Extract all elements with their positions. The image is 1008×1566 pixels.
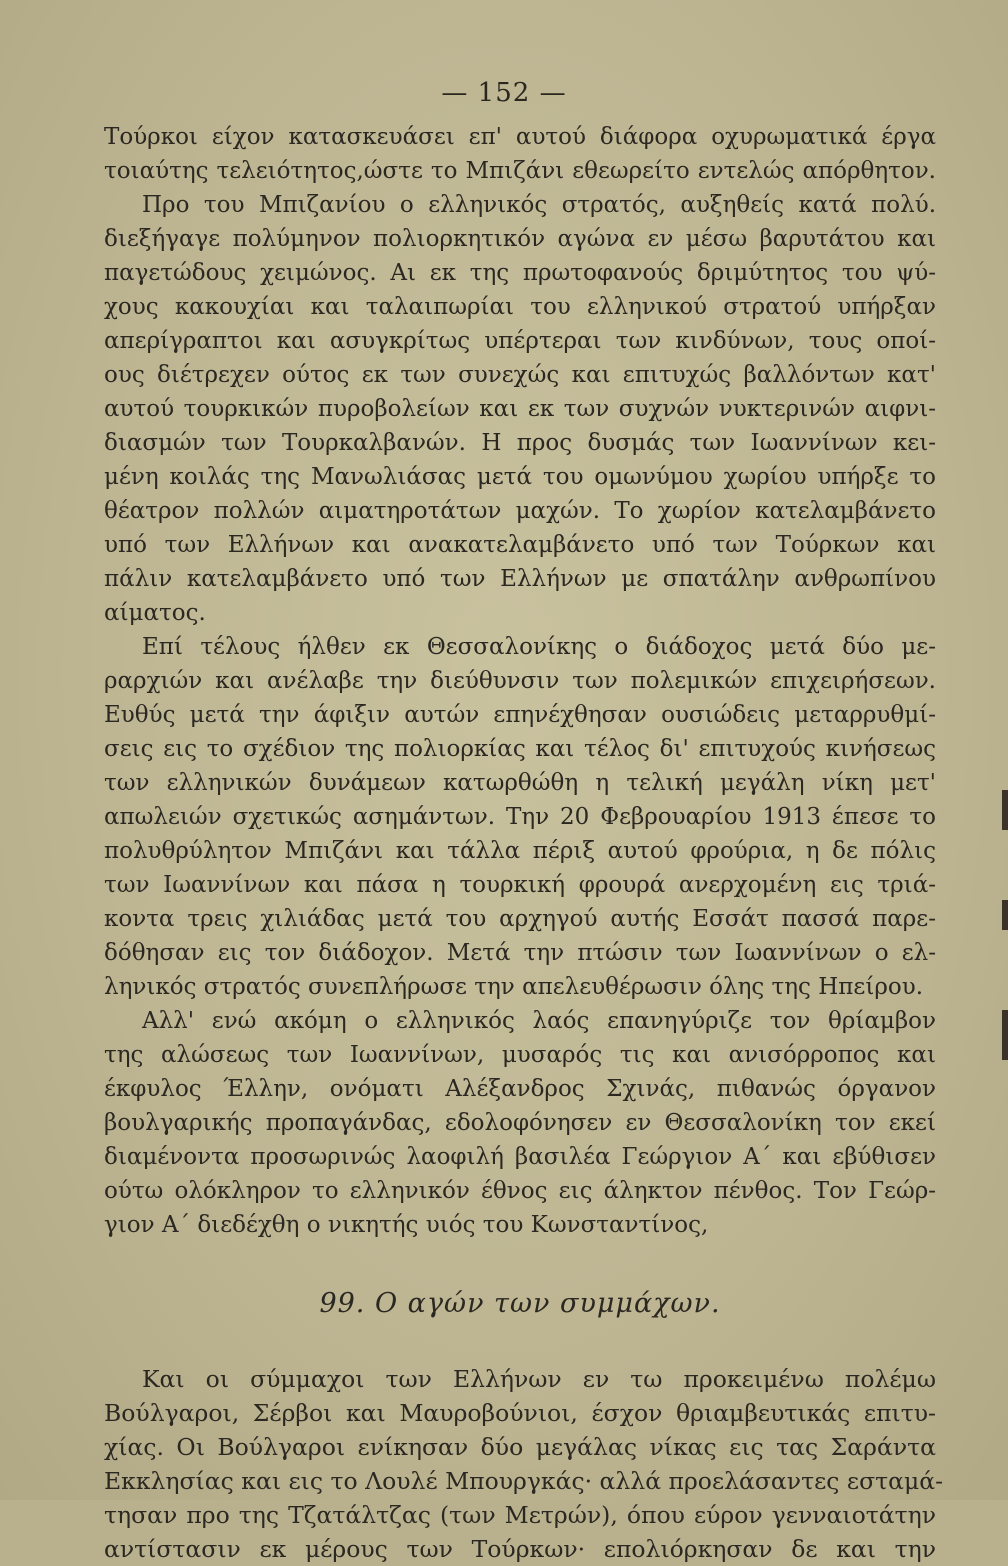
text-line: δόθησαν εις τον διάδοχον. Μετά την πτώσιν των Ιωαννίνων ο ελ- <box>104 940 936 966</box>
text-line: γιον Α΄ διεδέχθη ο νικητής υιός του Κωνσταντίνος, <box>104 1212 709 1238</box>
paragraphs-part2 <box>104 1362 944 1566</box>
page-edge-mark <box>1002 900 1008 930</box>
text-line: των Ιωαννίνων και πάσα η τουρκική φρουρά ανερχομένη εις τριά- <box>104 872 936 898</box>
text-line: διαμένοντα προσωρινώς λαοφιλή βασιλέα Γεώργιον Α΄ και εβύθισεν <box>104 1144 936 1170</box>
page-edge-mark <box>1002 790 1008 830</box>
text-line: διασμών των Τουρκαλβανών. Η προς δυσμάς των Ιωαννίνων κει- <box>104 430 936 456</box>
text-line: Αλλ' ενώ ακόμη ο ελληνικός λαός επανηγύριζε τον θρίαμβον <box>142 1008 936 1034</box>
text-line: Και οι σύμμαχοι των Ελλήνων εν τω προκειμένω πολέμω <box>142 1365 936 1393</box>
text-line: τοιαύτης τελειότητος,ώστε το Μπιζάνι εθεωρείτο εντελώς απόρθητον. <box>104 158 936 184</box>
text-line: ραρχιών και ανέλαβε την διεύθυνσιν των πολεμικών επιχειρήσεων. <box>104 668 936 694</box>
text-line: βουλγαρικής προπαγάνδας, εδολοφόνησεν εν Θεσσαλονίκη τον εκεί <box>104 1110 936 1136</box>
text-line: Εκκλησίας και εις το Λουλέ Μπουργκάς· αλλά προελάσαντες εσταμά- <box>104 1467 944 1495</box>
text-line: πολυθρύλητον Μπιζάνι και τάλλα πέριξ αυτού φρούρια, η δε πόλις <box>104 838 936 864</box>
text-line: μένη κοιλάς της Μανωλιάσας μετά του ομωνύμου χωρίου υπήρξε το <box>104 464 936 490</box>
text-line: ους διέτρεχεν ούτος εκ των συνεχώς και επιτυχώς βαλλόντων κατ' <box>104 362 936 388</box>
text-line: διεξήγαγε πολύμηνον πολιορκητικόν αγώνα εν μέσω βαρυτάτου και <box>104 226 936 252</box>
text-line: υπό των Ελλήνων και ανακατελαμβάνετο υπό των Τούρκων και <box>104 532 936 558</box>
text-line: χίας. Οι Βούλγαροι ενίκησαν δύο μεγάλας νίκας εις τας Σαράντα <box>104 1433 936 1461</box>
text-line: των ελληνικών δυνάμεων κατωρθώθη η τελική μεγάλη νίκη μετ' <box>104 770 936 796</box>
paragraphs-part1 <box>104 120 936 1242</box>
text-line: παγετώδους χειμώνος. Αι εκ της πρωτοφανούς δριμύτητος του ψύ- <box>104 260 936 286</box>
text-line: πάλιν κατελαμβάνετο υπό των Ελλήνων με σπατάλην ανθρωπίνου <box>104 566 936 592</box>
text-line: σεις εις το σχέδιον της πολιορκίας και τέλος δι' επιτυχούς κινήσεως <box>104 736 936 762</box>
text-line: Προ του Μπιζανίου ο ελληνικός στρατός, αυξηθείς κατά πολύ. <box>142 192 936 218</box>
text-line: Επί τέλους ήλθεν εκ Θεσσαλονίκης ο διάδοχος μετά δύο με- <box>142 634 936 660</box>
text-line: ούτω ολόκληρον το ελληνικόν έθνος εις άληκτον πένθος. Τον Γεώρ- <box>104 1178 936 1204</box>
text-line: Βούλγαροι, Σέρβοι και Μαυροβούνιοι, έσχον θριαμβευτικάς επιτυ- <box>104 1399 936 1427</box>
text-line: της αλώσεως των Ιωαννίνων, μυσαρός τις και ανισόρροπος και <box>104 1042 936 1068</box>
text-line: αίματος. <box>104 600 206 626</box>
text-line: έκφυλος Έλλην, ονόματι Αλέξανδρος Σχινάς, πιθανώς όργανον <box>104 1076 936 1102</box>
text-line: ληνικός στρατός συνεπλήρωσε την απελευθέρωσιν όλης της Ηπείρου. <box>104 974 924 1000</box>
text-line: χους κακουχίαι και ταλαιπωρίαι του ελληνικού στρατού υπήρξαν <box>104 294 936 320</box>
text-body <box>104 120 944 1566</box>
text-line: Τούρκοι είχον κατασκευάσει επ' αυτού διάφορα οχυρωματικά έργα <box>104 124 936 150</box>
text-line: απερίγραπτοι και ασυγκρίτως υπέρτεραι των κινδύνων, τους οποί- <box>104 328 936 354</box>
text-line: Ευθύς μετά την άφιξιν αυτών επηνέχθησαν ουσιώδεις μεταρρυθμί- <box>104 702 936 728</box>
text-line: κοντα τρεις χιλιάδας μετά του αρχηγού αυτής Εσσάτ πασσά παρε- <box>104 906 936 932</box>
text-line: αντίστασιν εκ μέρους των Τούρκων· επολιόρκησαν δε και την <box>104 1535 936 1563</box>
section-title: 99. Ο αγών των συμμάχων. <box>319 1288 721 1319</box>
text-line: απωλειών σχετικώς ασημάντων. Την 20 Φεβρουαρίου 1913 έπεσε το <box>104 804 936 830</box>
page-edge-mark <box>1002 1010 1008 1060</box>
text-line: τησαν προ της Τζατάλτζας (των Μετρών), όπου εύρον γενναιοτάτην <box>104 1501 936 1529</box>
text-line: θέατρον πολλών αιματηροτάτων μαχών. Το χωρίον κατελαμβάνετο <box>104 498 936 524</box>
page-number: — 152 — <box>441 78 567 108</box>
text-line: αυτού τουρκικών πυροβολείων και εκ των συχνών νυκτερινών αιφνι- <box>104 396 936 422</box>
